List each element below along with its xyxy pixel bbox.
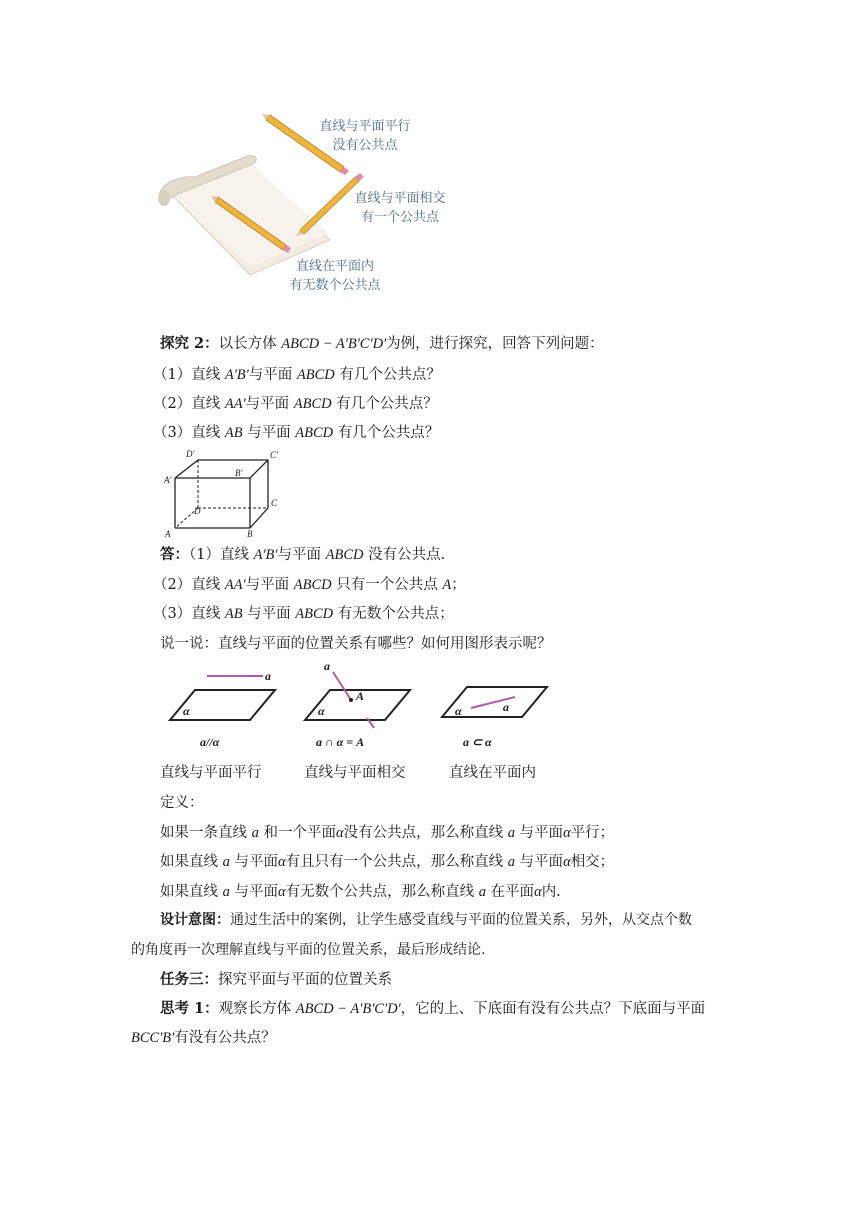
d3-line-label: a [503, 700, 509, 714]
d2-formula: a ∩ α = A [316, 735, 365, 749]
think1-line2-math: BCC'B' [131, 1030, 175, 1046]
def1-m3: a [507, 825, 515, 841]
a2-end: ； [451, 577, 466, 593]
a2-m3: A [442, 577, 452, 593]
vertex-C: C [271, 498, 278, 508]
q3-post: 有几个公共点？ [333, 425, 440, 441]
d1-caption: 直线与平面平行 [160, 765, 262, 781]
a2-m2: ABCD [293, 577, 332, 593]
diagram-inside [437, 680, 552, 725]
def2-m1: a [222, 854, 230, 870]
explore2-intro-post: 为例，进行探究，回答下列问题： [386, 336, 604, 352]
def2-mid1: 与平面 [229, 854, 278, 870]
label-parallel-line1: 直线与平面平行 [319, 119, 411, 134]
a3-post: 有无数个公共点； [333, 606, 454, 622]
d2-caption: 直线与平面相交 [304, 765, 406, 781]
definition-2 [160, 852, 614, 872]
q2-m2: ABCD [293, 396, 332, 412]
vertex-A1: A' [164, 475, 172, 485]
definition-title: 定义： [160, 795, 204, 811]
d2-point-label: A [356, 689, 365, 703]
vertex-D1: D' [186, 449, 195, 459]
a3-mid: 与平面 [242, 606, 296, 622]
def3-m1: a [222, 884, 230, 900]
q3-m2: ABCD [295, 425, 334, 441]
q3-mid: 与平面 [242, 425, 296, 441]
cuboid-diagram [160, 448, 290, 540]
def1-pre: 如果一条直线 [160, 825, 252, 841]
d2-plane-label: α [318, 704, 325, 718]
def2-m3: a [507, 854, 515, 870]
q2-mid: 与平面 [245, 396, 294, 412]
d3-caption: 直线在平面内 [449, 765, 536, 781]
definition-3 [160, 882, 561, 902]
def2-m2: α [277, 854, 286, 870]
d3-plane-label: α [455, 704, 462, 718]
think1-formula: ABCD − A'B'C'D' [295, 1001, 401, 1017]
def3-post: 内. [541, 884, 561, 900]
def3-mid1: 与平面 [229, 884, 278, 900]
a3-pre: （3）直线 [153, 606, 225, 622]
label-inside-line1: 直线在平面内 [295, 259, 374, 274]
diagram-intersect [300, 660, 415, 730]
think1-post: ，它的上、下底面有没有公共点？下底面与平面 [400, 1001, 706, 1017]
task3-text: 探究平面与平面的位置关系 [218, 972, 392, 988]
explore2-formula: ABCD − A'B'C'D' [281, 336, 387, 352]
def2-mid3: 与平面 [514, 854, 564, 870]
q3-m1: AB [224, 425, 243, 441]
def1-m2: α [335, 825, 344, 841]
explore2-q3 [153, 423, 439, 443]
q1-pre: （1）直线 [153, 367, 225, 383]
answer-2 [153, 575, 466, 595]
label-intersect-line2: 有一个公共点 [360, 210, 439, 225]
d1-formula: a//α [200, 735, 220, 749]
label-inside [275, 257, 395, 295]
a1-m2: ABCD [325, 547, 364, 563]
task3-heading: 任务三： [160, 971, 218, 988]
vertex-A: A [165, 529, 171, 539]
q2-m1: AA' [224, 396, 246, 412]
diagram-parallel [165, 668, 280, 728]
q2-post: 有几个公共点？ [331, 396, 438, 412]
def3-m4: α [534, 884, 542, 900]
def3-m3: a [478, 884, 486, 900]
d2-line-label: a [324, 660, 330, 673]
a2-post: 只有一个公共点 [331, 577, 443, 593]
explore2-q2 [153, 394, 438, 414]
def2-post: 相交； [570, 854, 615, 870]
a2-mid: 与平面 [245, 577, 294, 593]
design-intent-line2: 的角度再一次理解直线与平面的位置关系，最后形成结论. [131, 942, 486, 958]
task3 [160, 970, 392, 990]
think1-line2-post: 有没有公共点？ [174, 1030, 276, 1046]
a2-pre: （2）直线 [153, 577, 225, 593]
label-inside-line2: 有无数个公共点 [289, 278, 381, 293]
think1-line2 [131, 1028, 276, 1048]
def1-m1: a [251, 825, 259, 841]
a1-pre: （1）直线 [189, 547, 254, 563]
def1-mid1: 和一个平面 [258, 825, 336, 841]
def2-m4: α [563, 854, 571, 870]
explore2-intro [160, 334, 604, 354]
def1-mid3: 与平面 [514, 825, 564, 841]
def1-m4: α [563, 825, 571, 841]
design-text1: 通过生活中的案例，让学生感受直线与平面的位置关系，另外，从交点个数 [230, 912, 692, 928]
label-parallel [305, 117, 425, 155]
explore2-intro-pre: 以长方体 [218, 336, 282, 352]
design-intent-line1 [160, 910, 692, 930]
think1-heading: 思考 1： [160, 1000, 219, 1017]
a3-m2: ABCD [295, 606, 334, 622]
label-parallel-line2: 没有公共点 [332, 138, 398, 153]
d1-line-label: a [265, 669, 271, 683]
a1-post: 没有公共点. [363, 547, 446, 563]
def3-mid3: 在平面 [485, 884, 535, 900]
definition-1 [160, 823, 614, 843]
q1-mid: 与平面 [248, 367, 297, 383]
q2-pre: （2）直线 [153, 396, 225, 412]
d3-formula: a ⊂ α [463, 735, 492, 749]
def1-mid2: 没有公共点，那么称直线 [343, 825, 508, 841]
def1-post: 平行； [570, 825, 615, 841]
q1-post: 有几个公共点？ [334, 367, 441, 383]
a2-m1: AA' [224, 577, 246, 593]
def3-mid2: 有无数个公共点，那么称直线 [285, 884, 479, 900]
q1-m2: ABCD [296, 367, 335, 383]
say-prompt: 说一说：直线与平面的位置关系有哪些？如何用图形表示呢？ [160, 636, 552, 652]
answer-3 [153, 604, 454, 624]
think1-line1 [160, 999, 705, 1019]
def2-mid2: 有且只有一个公共点，那么称直线 [285, 854, 508, 870]
vertex-C1: C' [270, 450, 278, 460]
a1-m1: A'B' [253, 547, 278, 563]
def3-pre: 如果直线 [160, 884, 223, 900]
vertex-B: B [247, 529, 253, 539]
vertex-B1: B' [235, 468, 243, 478]
explore2-q1 [153, 365, 441, 385]
vertex-D: D [194, 506, 201, 516]
label-intersect [340, 189, 460, 227]
answer-heading: 答： [160, 546, 189, 563]
def2-pre: 如果直线 [160, 854, 223, 870]
def3-m2: α [277, 884, 286, 900]
think1-pre: 观察长方体 [218, 1001, 296, 1017]
label-intersect-line1: 直线与平面相交 [354, 191, 446, 206]
answer-1 [160, 545, 445, 565]
a1-mid: 与平面 [277, 547, 326, 563]
design-heading: 设计意图： [160, 912, 230, 928]
q1-m1: A'B' [224, 367, 249, 383]
q3-pre: （3）直线 [153, 425, 225, 441]
d1-plane-label: α [183, 704, 190, 718]
a3-m1: AB [224, 606, 243, 622]
explore2-heading: 探究 2： [160, 335, 219, 352]
